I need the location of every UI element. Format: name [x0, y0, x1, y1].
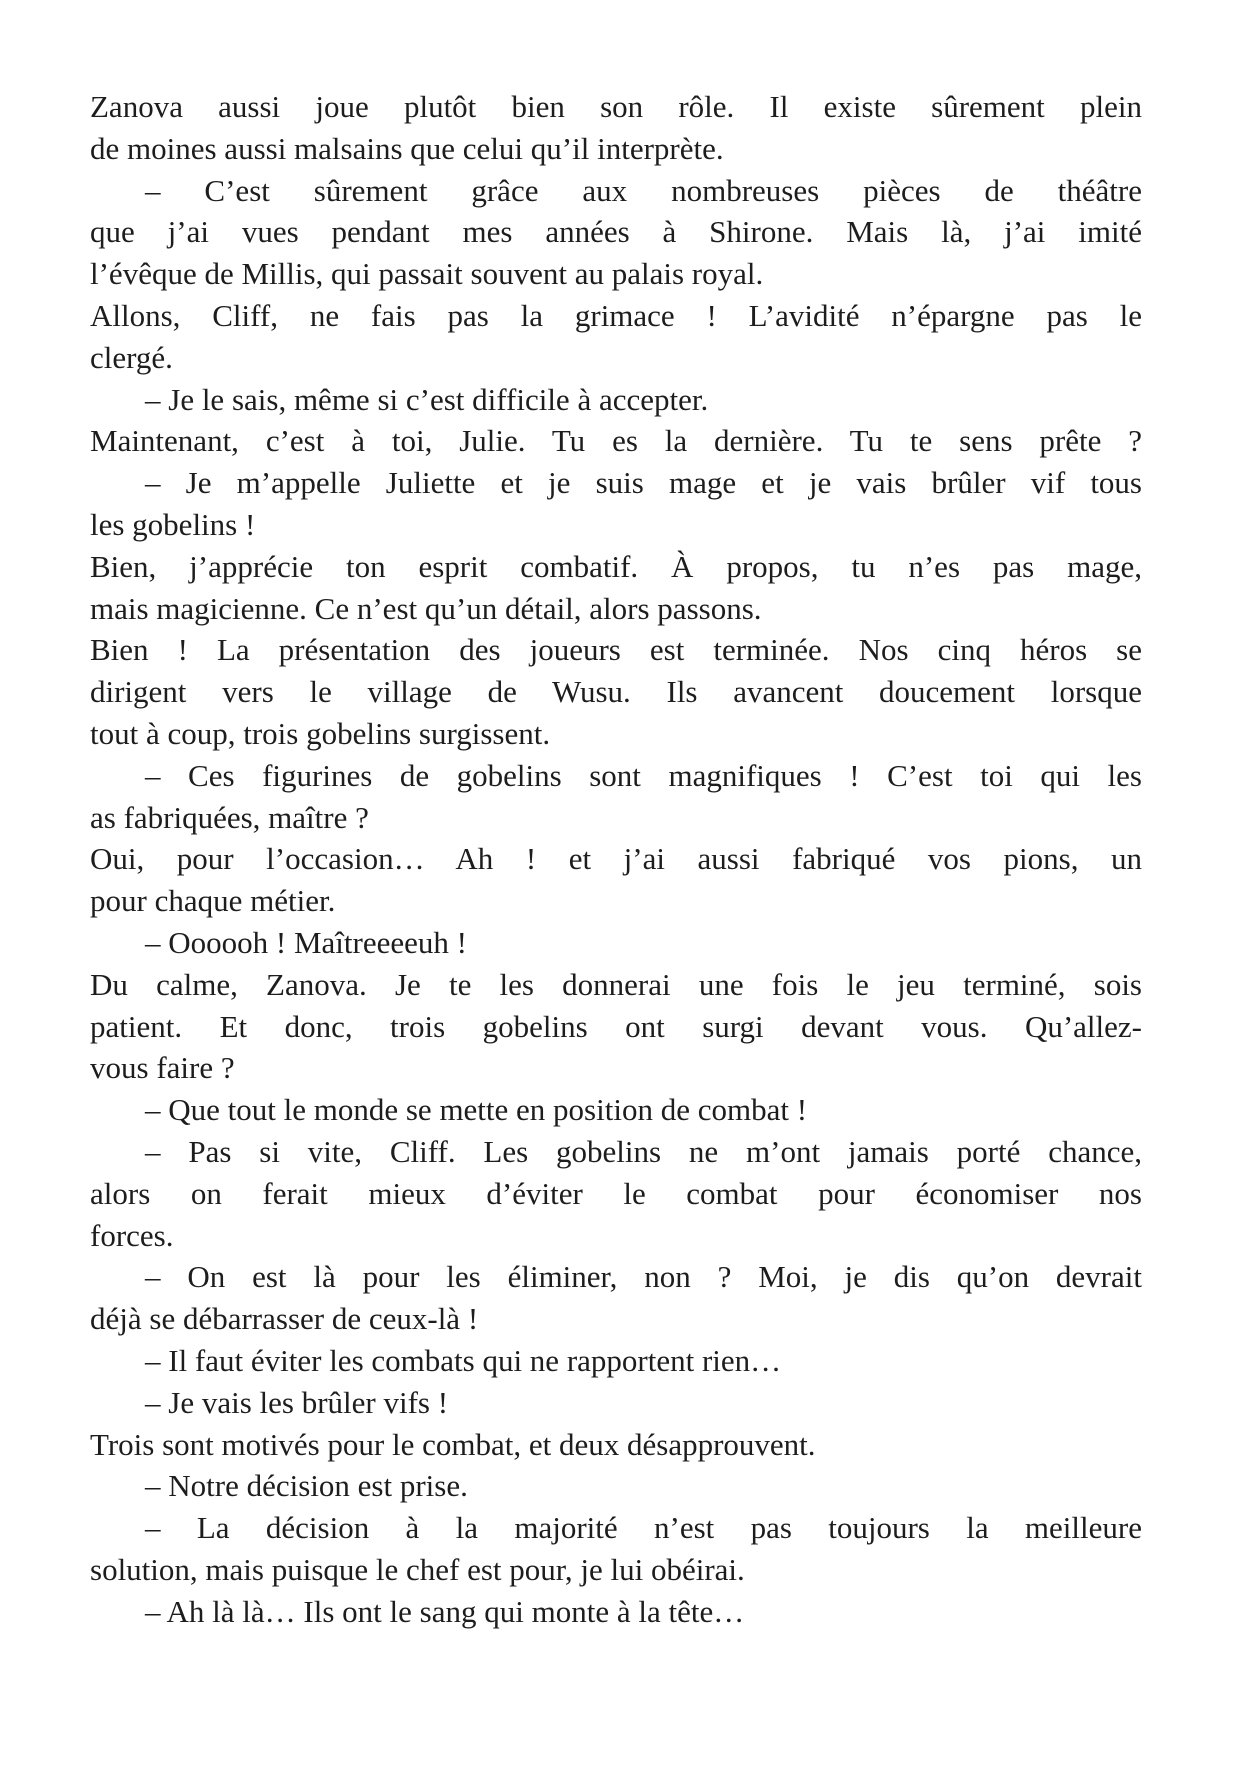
text-line: – On est là pour les éliminer, non ? Moi, je dis qu’on devrait [145, 1259, 1142, 1295]
text-line: pour chaque métier. [90, 883, 336, 919]
text-line: – Je m’appelle Juliette et je suis mage et je vais brûler vif tous [145, 465, 1142, 501]
text-line: patient. Et donc, trois gobelins ont surgi devant vous. Qu’allez- [90, 1008, 1142, 1044]
text-line: les gobelins ! [90, 506, 256, 542]
text-line: de moines aussi malsains que celui qu’il interprète. [90, 130, 724, 166]
text-line: – Je vais les brûler vifs ! [145, 1384, 449, 1420]
text-line: Du calme, Zanova. Je te les donnerai une fois le jeu terminé, sois [90, 966, 1142, 1002]
text-line: solution, mais puisque le chef est pour, je lui obéirai. [90, 1551, 745, 1587]
text-line: alors on ferait mieux d’éviter le combat pour économiser nos [90, 1175, 1142, 1211]
text-line: mais magicienne. Ce n’est qu’un détail, alors passons. [90, 590, 762, 626]
text-line: – Il faut éviter les combats qui ne rapportent rien… [145, 1342, 782, 1378]
text-line: dirigent vers le village de Wusu. Ils avancent doucement lorsque [90, 674, 1142, 710]
text-line: que j’ai vues pendant mes années à Shirone. Mais là, j’ai imité [90, 214, 1142, 250]
text-line: Maintenant, c’est à toi, Julie. Tu es la dernière. Tu te sens prête ? [90, 423, 1142, 459]
text-line: Trois sont motivés pour le combat, et deux désapprouvent. [90, 1426, 816, 1462]
text-line: – Ah là là… Ils ont le sang qui monte à la tête… [145, 1593, 745, 1629]
text-line: Bien, j’apprécie ton esprit combatif. À propos, tu n’es pas mage, [90, 548, 1142, 584]
text-line: déjà se débarrasser de ceux-là ! [90, 1301, 479, 1337]
text-line: l’évêque de Millis, qui passait souvent au palais royal. [90, 256, 764, 292]
text-line: – Ces figurines de gobelins sont magnifiques ! C’est toi qui les [145, 757, 1142, 793]
text-line: – Oooooh ! Maîtreeeeuh ! [145, 924, 467, 960]
book-page [90, 86, 1142, 1632]
text-line: – Pas si vite, Cliff. Les gobelins ne m’ont jamais porté chance, [145, 1133, 1142, 1169]
text-line: – La décision à la majorité n’est pas toujours la meilleure [145, 1510, 1142, 1546]
text-line: vous faire ? [90, 1050, 235, 1086]
text-line: – C’est sûrement grâce aux nombreuses pièces de théâtre [145, 172, 1142, 208]
text-line: tout à coup, trois gobelins surgissent. [90, 715, 551, 751]
text-line: – Je le sais, même si c’est difficile à accepter. [145, 381, 709, 417]
text-line: as fabriquées, maître ? [90, 799, 369, 835]
text-line: Zanova aussi joue plutôt bien son rôle. Il existe sûrement plein [90, 89, 1142, 124]
text-line: Allons, Cliff, ne fais pas la grimace ! L’avidité n’épargne pas le [90, 297, 1142, 333]
text-line: clergé. [90, 339, 173, 375]
text-line: – Notre décision est prise. [145, 1468, 468, 1504]
text-line: – Que tout le monde se mette en position de combat ! [145, 1092, 808, 1128]
text-line: forces. [90, 1217, 174, 1253]
text-line: Oui, pour l’occasion… Ah ! et j’ai aussi fabriqué vos pions, un [90, 841, 1142, 877]
text-line: Bien ! La présentation des joueurs est terminée. Nos cinq héros se [90, 632, 1142, 668]
